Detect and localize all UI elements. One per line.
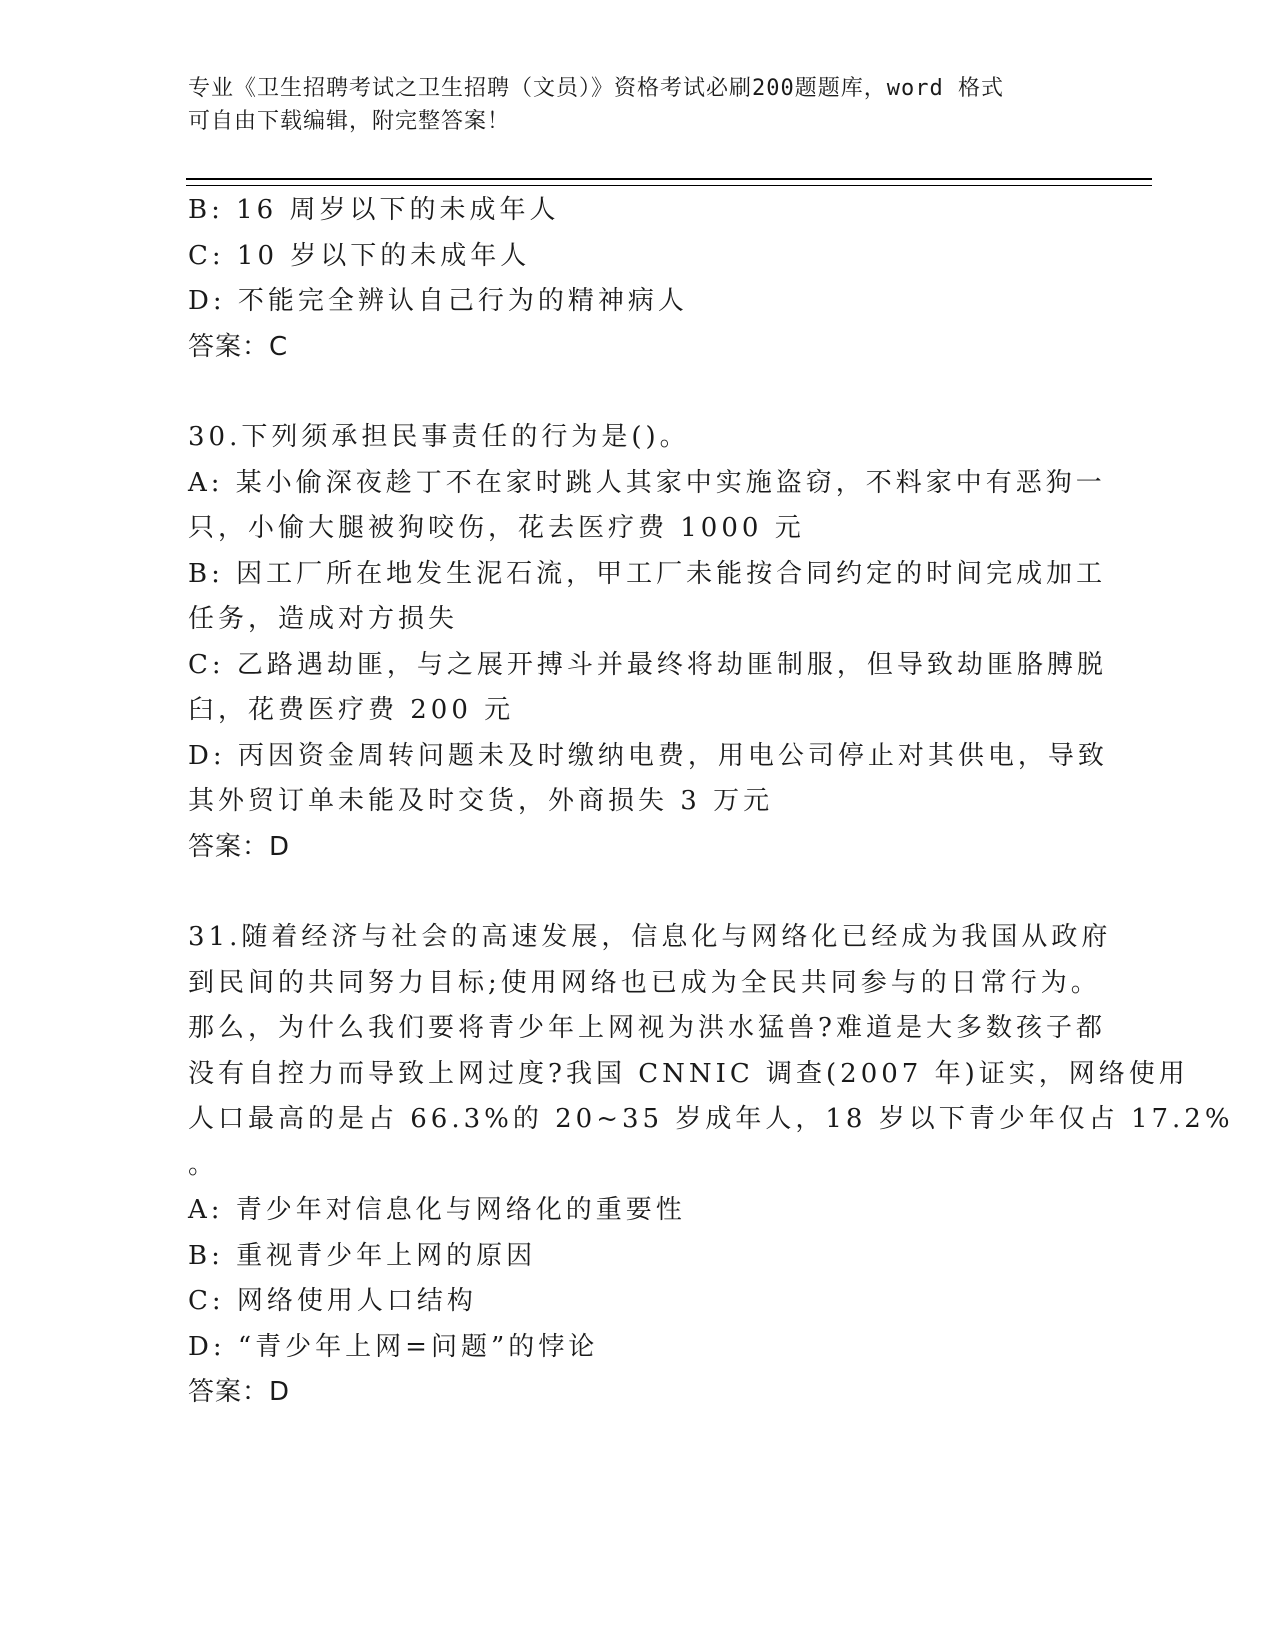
option-d-line-1: D: 丙因资金周转问题未及时缴纳电费，用电公司停止对其供电，导致 xyxy=(188,740,1108,771)
option-b-line-1: B: 因工厂所在地发生泥石流，甲工厂未能按合同约定的时间完成加工 xyxy=(188,558,1107,589)
option-c-line-1: C: 乙路遇劫匪，与之展开搏斗并最终将劫匪制服，但导致劫匪胳膊脱 xyxy=(188,649,1107,680)
question-stem-line-6: 。 xyxy=(188,1149,219,1180)
question-stem-line-5: 人口最高的是占 66.3%的 20~35 岁成年人，18 岁以下青少年仅占 17.2% xyxy=(188,1104,1234,1134)
document-body xyxy=(188,188,1234,1416)
answer: 答案：D xyxy=(188,831,291,862)
option-d: D: “青少年上网=问题”的悖论 xyxy=(188,1331,599,1362)
answer: 答案：D xyxy=(188,1377,291,1407)
question-stem-line-4: 没有自控力而导致上网过度?我国 CNNIC 调查(2007 年)证实，网络使用 xyxy=(188,1058,1189,1089)
question-29-tail xyxy=(188,188,1088,370)
question-stem-line-1: 31.随着经济与社会的高速发展，信息化与网络化已经成为我国从政府 xyxy=(188,922,1112,952)
question-stem: 30.下列须承担民事责任的行为是()。 xyxy=(188,422,690,452)
question-stem-line-3: 那么，为什么我们要将青少年上网视为洪水猛兽?难道是大多数孩子都 xyxy=(188,1013,1106,1043)
answer: 答案：C xyxy=(188,331,289,362)
option-b-line-2: 任务，造成对方损失 xyxy=(188,604,459,634)
spacer xyxy=(188,370,1088,415)
header-line-1: 专业《卫生招聘考试之卫生招聘（文员）》资格考试必刷200题题库，word 格式 xyxy=(188,76,1004,101)
option-c-line-2: 臼，花费医疗费 200 元 xyxy=(188,695,515,725)
option-d: D: 不能完全辨认自己行为的精神病人 xyxy=(188,286,688,316)
question-stem-line-2: 到民间的共同努力目标;使用网络也已成为全民共同参与的日常行为。 xyxy=(188,967,1101,998)
option-b: B: 16 周岁以下的未成年人 xyxy=(188,195,560,225)
question-30 xyxy=(188,415,1108,870)
header-line-2: 可自由下载编辑，附完整答案！ xyxy=(188,109,511,134)
option-c: C: 10 岁以下的未成年人 xyxy=(188,240,531,271)
option-d-line-2: 其外贸订单未能及时交货，外商损失 3 万元 xyxy=(188,786,774,816)
option-a-line-2: 只，小偷大腿被狗咬伤，花去医疗费 1000 元 xyxy=(188,513,805,543)
option-b: B: 重视青少年上网的原因 xyxy=(188,1240,537,1271)
option-c: C: 网络使用人口结构 xyxy=(188,1286,477,1316)
option-a: A: 青少年对信息化与网络化的重要性 xyxy=(188,1195,686,1225)
option-a-line-1: A: 某小偷深夜趁丁不在家时跳人其家中实施盗窃，不料家中有恶狗一 xyxy=(188,467,1106,498)
spacer xyxy=(188,870,1088,915)
page-header xyxy=(188,72,1068,138)
header-divider xyxy=(186,178,1152,186)
question-31 xyxy=(188,915,1234,1416)
